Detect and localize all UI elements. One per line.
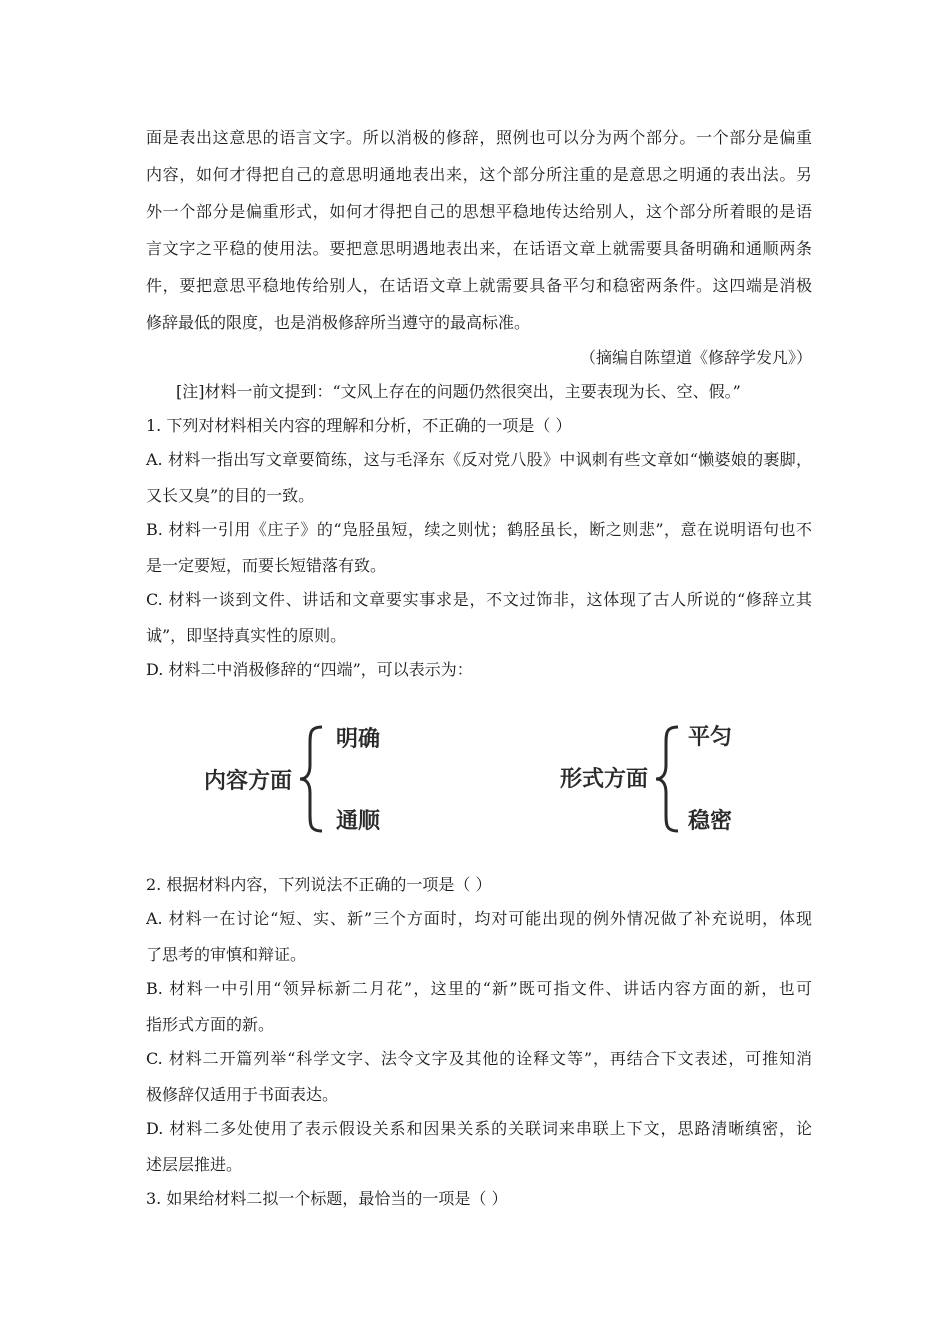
q2-option-d-cont: 述层层推进。 [146, 1155, 243, 1174]
right-brace-icon [652, 723, 688, 835]
q2-option-c-cont: 极修辞仅适用于书面表达。 [146, 1085, 339, 1104]
q1-option-d: D. 材料二中消极修辞的“四端”，可以表示为： [146, 660, 473, 679]
four-ends-diagram [146, 705, 812, 855]
q2-option-b: B. 材料一中引用“领异标新二月花”，这里的“新”既可指文件、讲话内容方面的新，也可 [146, 979, 812, 998]
diagram-right-top: 平匀 [688, 725, 733, 750]
q2-option-d: D. 材料二多处使用了表示假设关系和因果关系的关联词来串联上下文，思路清晰缜密，论 [146, 1119, 812, 1138]
question-1-stem: 1. 下列对材料相关内容的理解和分析，不正确的一项是（ ） [146, 416, 572, 435]
diagram-left-top: 明确 [336, 727, 381, 752]
source-citation: （摘编自陈望道《修辞学发凡》） [579, 348, 812, 367]
diagram-right-label: 形式方面 [560, 767, 649, 792]
body-paragraph-line: 言文字之平稳的使用法。要把意思明遇地表出来，在话语文章上就需要具备明确和通顺两条 [146, 239, 812, 258]
question-3-stem: 3. 如果给材料二拟一个标题，最恰当的一项是（ ） [146, 1189, 508, 1208]
q1-option-b-cont: 是一定要短，而要长短错落有致。 [146, 556, 387, 575]
left-brace-icon [296, 723, 332, 835]
diagram-left-bottom: 通顺 [336, 809, 381, 834]
q2-option-c: C. 材料二开篇列举“科学文字、法令文字及其他的诠释文等”，再结合下文表述，可推知消 [146, 1049, 812, 1068]
diagram-left-label: 内容方面 [204, 769, 293, 794]
diagram-right-bottom: 稳密 [688, 809, 733, 834]
body-paragraph-line: 件，要把意思平稳地传给别人，在话语文章上就需要具备平匀和稳密两条件。这四端是消极 [146, 276, 812, 295]
q2-option-a: A. 材料一在讨论“短、实、新”三个方面时，均对可能出现的例外情况做了补充说明，体现 [146, 909, 812, 928]
body-paragraph-line: 外一个部分是偏重形式，如何才得把自己的思想平稳地传达给别人，这个部分所着眼的是语 [146, 202, 812, 221]
body-paragraph-line: 修辞最低的限度，也是消极修辞所当遵守的最高标准。 [146, 313, 531, 332]
body-paragraph-line: 内容，如何才得把自己的意思明通地表出来，这个部分所注重的是意思之明通的表出法。另 [146, 165, 812, 184]
q1-option-c: C. 材料一谈到文件、讲话和文章要实事求是，不文过饰非，这体现了古人所说的“修辞立其 [146, 590, 812, 609]
q1-option-c-cont: 诚”，即坚持真实性的原则。 [146, 626, 347, 645]
body-paragraph-line: 面是表出这意思的语言文字。所以消极的修辞，照例也可以分为两个部分。一个部分是偏重 [146, 128, 812, 147]
q1-option-b: B. 材料一引用《庄子》的“凫胫虽短，续之则忧；鹤胫虽长，断之则悲”，意在说明语句也不 [146, 520, 812, 539]
q2-option-b-cont: 指形式方面的新。 [146, 1015, 275, 1034]
q1-option-a-cont: 又长又臭”的目的一致。 [146, 486, 315, 505]
question-2-stem: 2. 根据材料内容，下列说法不正确的一项是（ ） [146, 875, 492, 894]
q2-option-a-cont: 了思考的审慎和辩证。 [146, 945, 307, 964]
note-text: [注]材料一前文提到：“文风上存在的问题仍然很突出，主要表现为长、空、假。” [176, 382, 741, 401]
q1-option-a: A. 材料一指出写文章要简练，这与毛泽东《反对党八股》中讽刺有些文章如“懒婆娘的裹脚， [146, 450, 812, 469]
